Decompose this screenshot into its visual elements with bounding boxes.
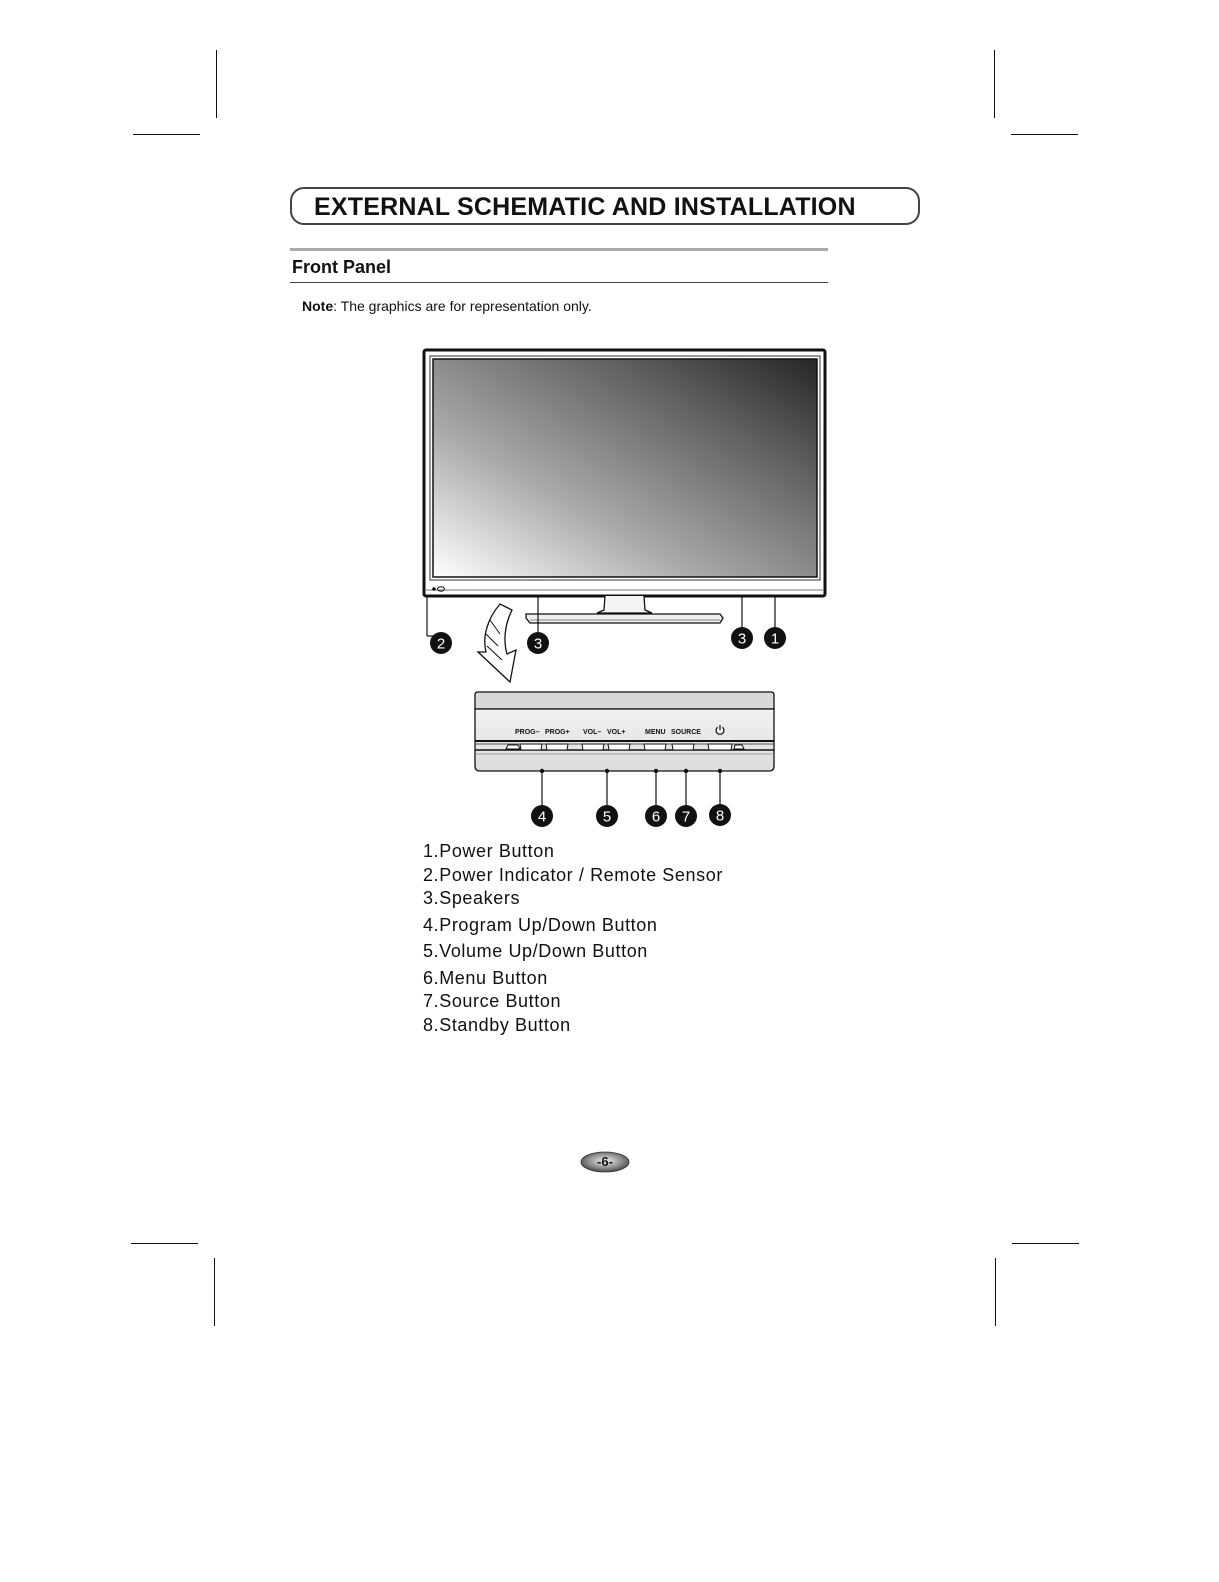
- svg-text:5: 5: [602, 808, 612, 826]
- legend-item: 4.Program Up/Down Button: [423, 914, 658, 935]
- legend-item: 1.Power Button: [423, 841, 555, 861]
- prog-down-button: [520, 744, 542, 750]
- section-title: Front Panel: [292, 257, 392, 277]
- svg-text:3: 3: [533, 635, 543, 653]
- zoom-arrow-icon: [478, 604, 516, 682]
- prog-down-button: [506, 745, 520, 749]
- control-panel-closeup: [475, 692, 774, 771]
- callout-badge: [430, 632, 452, 654]
- note-text: : The graphics are for representation only.: [333, 298, 592, 314]
- callout-badge: [764, 627, 786, 649]
- panel-label-vol-down: VOL–: [583, 729, 602, 736]
- svg-text:4: 4: [537, 808, 547, 826]
- legend-item: 6.Menu Button: [423, 967, 548, 988]
- vol-up-button: [608, 744, 630, 750]
- prog-up-button: [546, 744, 568, 750]
- svg-text:7: 7: [681, 808, 691, 826]
- standby-button: [708, 744, 732, 750]
- svg-text:6: 6: [651, 808, 661, 826]
- menu-button: [644, 744, 666, 750]
- tv-illustration: [424, 350, 825, 623]
- svg-text:3: 3: [737, 630, 747, 648]
- vol-down-button: [582, 744, 604, 750]
- svg-text:1: 1: [770, 630, 780, 648]
- page-number: [580, 1152, 630, 1172]
- panel-label-menu: MENU: [645, 729, 666, 736]
- legend-item: 2.Power Indicator / Remote Sensor: [423, 864, 723, 885]
- page-title: EXTERNAL SCHEMATIC AND INSTALLATION: [314, 193, 856, 221]
- callout-badge: [731, 627, 753, 649]
- svg-text:2: 2: [436, 635, 446, 653]
- callout-badge: [531, 805, 553, 827]
- callout-badge: [645, 805, 667, 827]
- page-number-text: -6-: [597, 1154, 613, 1169]
- legend-item: 8.Standby Button: [423, 1014, 571, 1035]
- legend-item: 3.Speakers: [423, 888, 521, 908]
- tv-screen: [433, 359, 817, 577]
- source-button: [672, 744, 694, 750]
- callout-badge: [709, 804, 731, 826]
- callout-badge: [596, 805, 618, 827]
- power-indicator-icon: [432, 587, 436, 591]
- tv-stand: [526, 614, 723, 623]
- panel-label-prog-up: PROG+: [545, 729, 570, 736]
- legend-item: 7.Source Button: [423, 991, 562, 1011]
- panel-label-vol-up: VOL+: [607, 729, 626, 736]
- note-label: Note: [302, 298, 334, 314]
- callout-badge: [527, 632, 549, 654]
- panel-label-source: SOURCE: [671, 729, 701, 736]
- legend-item: 5.Volume Up/Down Button: [423, 941, 648, 961]
- svg-text:8: 8: [715, 807, 725, 825]
- callout-badge: [675, 805, 697, 827]
- panel-label-prog-down: PROG–: [515, 729, 540, 736]
- component-legend: [423, 840, 723, 1037]
